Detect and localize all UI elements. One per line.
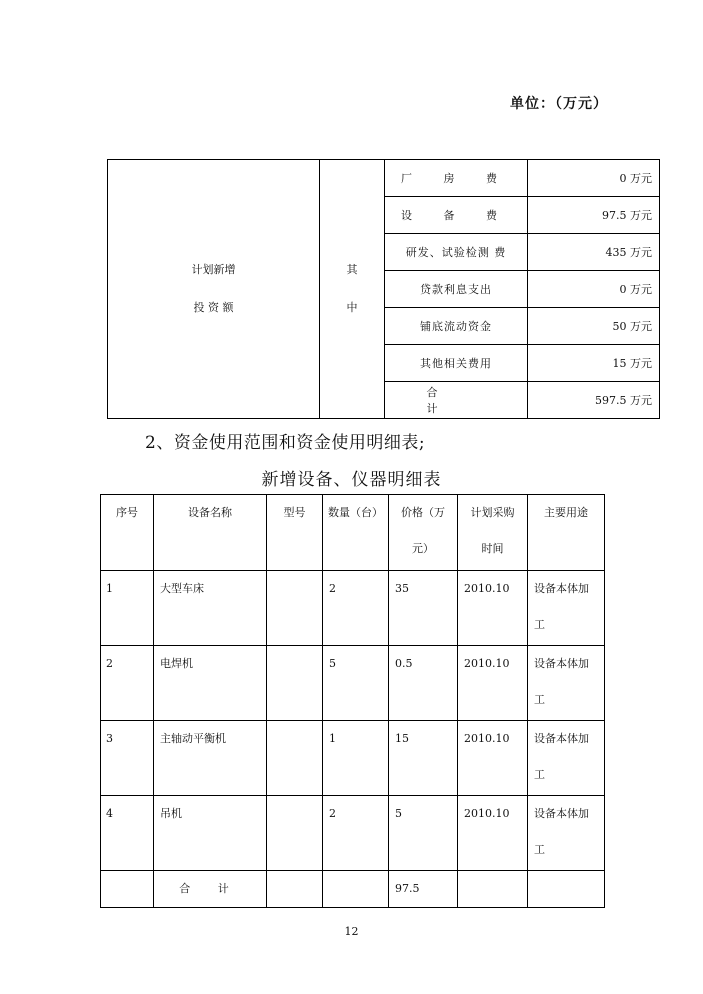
table-row [101,571,605,646]
row-index-text: 3 [106,732,113,745]
header-schedule-line2: 时间 [481,542,504,555]
row-purpose-line2: 工 [534,618,545,631]
row-schedule [458,571,528,646]
page-number: 12 [344,925,359,938]
planned-investment-label-2: 投 资 额 [193,301,234,314]
row-purpose-line1: 设备本体加 [534,582,589,595]
budget-item-label: 研发、试验检测 费 [385,234,528,271]
row-purpose [528,721,605,796]
row-price [389,796,458,871]
row-purpose [528,571,605,646]
row-quantity-text: 2 [329,807,336,820]
row-purpose-line2: 工 [534,693,545,706]
header-model-text: 型号 [283,506,306,519]
row-model [267,721,323,796]
budget-item-value: 0 万元 [528,271,660,308]
investment-budget-table [107,159,660,419]
row-purpose [528,646,605,721]
row-schedule-text: 2010.10 [464,732,510,745]
header-index-text: 序号 [116,506,138,519]
unit-label: 单位：（万元） [510,96,608,112]
row-index [101,721,154,796]
row-purpose-line2: 工 [534,768,545,781]
row-model [267,571,323,646]
row-quantity [323,721,389,796]
equipment-table-title: 新增设备、仪器明细表 [261,470,442,490]
header-price-line1: 价格（万 [401,506,445,519]
table-row [101,796,605,871]
planned-investment-label-1: 计划新增 [191,263,236,276]
budget-item-label: 厂 房 费 [385,160,528,197]
row-quantity [323,646,389,721]
row-index [101,571,154,646]
header-index [101,495,154,571]
row-schedule [458,796,528,871]
row-name-text: 吊机 [160,807,182,820]
budget-item-value: 50 万元 [528,308,660,345]
header-price [389,495,458,571]
row-name [154,796,267,871]
header-purpose [528,495,605,571]
row-price-text: 15 [395,732,409,745]
total-label-text: 合 计 [179,882,241,895]
row-schedule [458,646,528,721]
budget-item-value: 15 万元 [528,345,660,382]
section-heading: 2、资金使用范围和资金使用明细表; [145,433,426,453]
row-index [101,796,154,871]
row-purpose [528,796,605,871]
row-quantity [323,796,389,871]
row-schedule-text: 2010.10 [464,582,510,595]
header-name-text: 设备名称 [188,506,232,519]
row-index [101,646,154,721]
row-model [267,796,323,871]
row-purpose-line1: 设备本体加 [534,732,589,745]
row-name-text: 电焊机 [160,657,193,670]
budget-item-label: 铺底流动资金 [385,308,528,345]
header-quantity-text: 数量（台） [328,506,383,519]
row-name-text: 大型车床 [160,582,204,595]
budget-item-value: 435 万元 [528,234,660,271]
row-purpose-line1: 设备本体加 [534,807,589,820]
row-schedule-text: 2010.10 [464,657,510,670]
table-row [101,721,605,796]
of-which-label-1: 其 [346,263,358,276]
budget-item-label: 贷款利息支出 [385,271,528,308]
of-which-label-2: 中 [346,301,358,314]
row-price-text: 5 [395,807,402,820]
row-price [389,571,458,646]
budget-item-value: 97.5 万元 [528,197,660,234]
total-price-text: 97.5 [395,882,420,895]
row-quantity-text: 2 [329,582,336,595]
budget-row [108,160,660,197]
row-price-text: 0.5 [395,657,413,670]
header-model [267,495,323,571]
total-empty-cell [101,871,154,908]
total-empty-cell [323,871,389,908]
row-quantity [323,571,389,646]
row-name [154,721,267,796]
total-price [389,871,458,908]
header-schedule-line1: 计划采购 [470,506,515,519]
budget-total-value: 597.5 万元 [528,382,660,419]
header-name [154,495,267,571]
header-purpose-text: 主要用途 [544,506,588,519]
row-name [154,646,267,721]
row-price [389,721,458,796]
row-quantity-text: 5 [329,657,336,670]
of-which-cell [320,160,385,419]
row-purpose-line2: 工 [534,843,545,856]
row-index-text: 2 [106,657,113,670]
total-empty-cell [267,871,323,908]
row-name [154,571,267,646]
row-price [389,646,458,721]
row-quantity-text: 1 [329,732,336,745]
table-row [101,646,605,721]
total-label [154,871,267,908]
budget-total-label: 合 计 [385,382,528,419]
row-name-text: 主轴动平衡机 [160,732,226,745]
header-quantity [323,495,389,571]
row-schedule-text: 2010.10 [464,807,510,820]
header-schedule [458,495,528,571]
row-schedule [458,721,528,796]
budget-item-label: 设 备 费 [385,197,528,234]
row-purpose-line1: 设备本体加 [534,657,589,670]
equipment-table [100,494,605,908]
row-index-text: 4 [106,807,113,820]
budget-item-label: 其他相关费用 [385,345,528,382]
planned-investment-cell [108,160,320,419]
row-price-text: 35 [395,582,409,595]
row-model [267,646,323,721]
budget-item-value: 0 万元 [528,160,660,197]
total-empty-cell [458,871,528,908]
header-price-line2: 元） [412,542,434,555]
row-index-text: 1 [106,582,113,595]
total-empty-cell [528,871,605,908]
equipment-total-row [101,871,605,908]
equipment-header-row [101,495,605,571]
